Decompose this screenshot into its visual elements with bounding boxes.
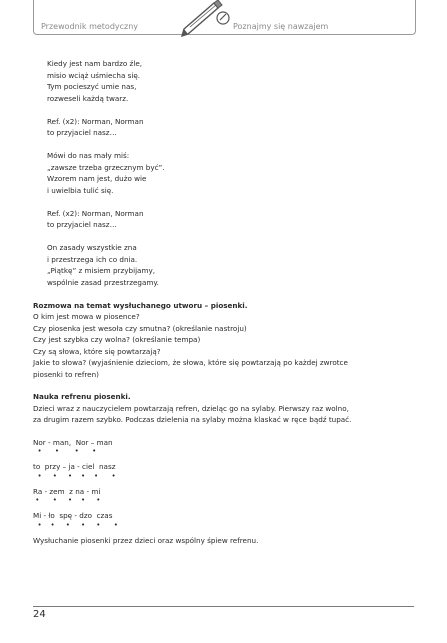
lyric-line: „Piątkę” z misiem przybijamy, [47,266,156,275]
lyric-line: On zasady wszystkie zna [47,243,137,252]
syllable-dots: • • • • • • [33,471,116,480]
header-right-title: Poznajmy się nawzajem [233,22,329,31]
page-content [33,58,417,546]
section-title: Nauka refrenu piosenki. [33,392,131,401]
syllable-line: Ra - zem z na - mi [33,486,101,496]
refrain-1 [47,116,431,139]
lyric-line: Ref. (x2): Norman, Norman [47,208,144,218]
lyric-line: Tym pocieszyć umie nas, [47,82,137,91]
question-line: Czy są słowa, które się powtarzają? [33,346,161,356]
lyric-line: rozweseli każdą twarz. [47,93,129,103]
closing-line: Wysłuchanie piosenki przez dzieci oraz wspólny śpiew refrenu. [33,535,259,545]
song-lyrics [47,58,431,288]
question-line: Czy piosenka jest wesoła czy smutna? (określanie nastroju) [33,323,247,333]
refrain-2 [47,208,431,231]
syllable-dots: • • • • • [33,496,101,504]
lyric-line: „zawsze trzeba grzecznym być”. [47,162,165,172]
question-line: Jakie to słowa? (wyjaśnienie dzieciom, że słowa, które się powtarzają po każdej zwrotce [33,358,348,367]
lyric-line: misio wciąż uśmiecha się. [47,70,141,80]
page-number: 24 [33,609,46,620]
lyric-line: to przyjaciel nasz… [47,128,117,137]
lyric-line: wspólnie zasad przestrzegamy. [47,277,159,287]
question-line: piosenki to refren) [33,369,99,379]
lyric-line: Wzorem nam jest, dużo wie [47,174,147,183]
question-line: O kim jest mowa w piosence? [33,312,140,321]
lyric-line: Kiedy jest nam bardzo źle, [47,59,143,68]
pencil-icon [178,0,230,42]
page-header [0,0,447,50]
lyric-line: Mówi do nas mały miś: [47,151,130,160]
instruction-line: za drugim razem szybko. Podczas dzielenia na sylaby można klaskać w ręce bądź tupać. [33,415,352,424]
header-left-title: Przewodnik metodyczny [41,22,139,31]
stanza-3 [47,242,431,288]
syllable-dots: • • • • • • [33,520,118,529]
syllable-line: Mi - ło spę - dzo czas [33,511,113,520]
refrain-learning-section [33,391,417,426]
discussion-section [33,300,417,381]
lyric-line: to przyjaciel nasz… [47,220,117,229]
syllable-exercise [33,437,417,529]
syllable-dots: • • • • [33,447,97,455]
syllable-line: to przy – ja - ciel nasz [33,462,116,471]
stanza-2 [47,150,431,196]
lyric-line: Ref. (x2): Norman, Norman [47,116,144,126]
syllable-line: Nor - man, Nor – man [33,437,113,447]
stanza-1 [47,58,431,104]
footer-divider [33,606,414,607]
section-title: Rozmowa na temat wysłuchanego utworu – piosenki. [33,300,248,310]
lyric-line: i uwielbia tulić się. [47,185,114,195]
instruction-line: Dzieci wraz z nauczycielem powtarzają refren, dzieląc go na sylaby. Pierwszy raz wolno, [33,403,349,413]
lyric-line: i przestrzega ich co dnia. [47,254,138,264]
question-line: Czy jest szybka czy wolna? (określanie tempa) [33,335,201,344]
